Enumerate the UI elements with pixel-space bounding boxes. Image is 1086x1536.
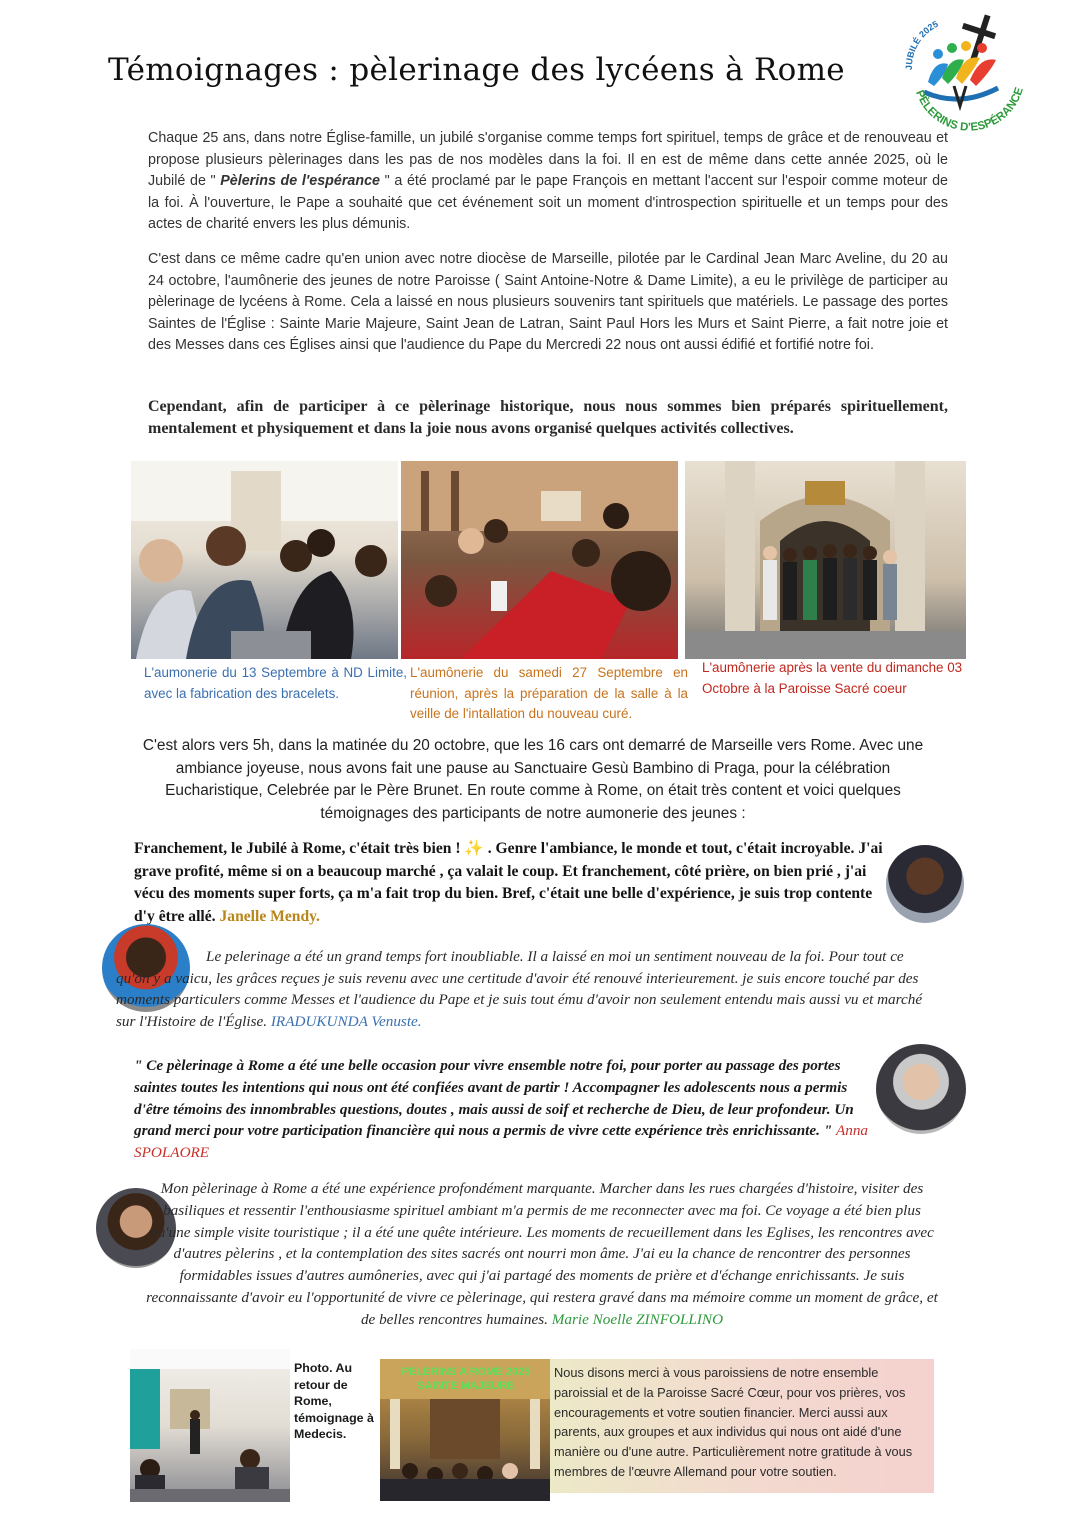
jubilee-logo — [894, 8, 1026, 138]
testimony-author: Janelle Mendy. — [219, 907, 320, 925]
logo-top-text: JUBILÉ 2025 — [903, 18, 940, 71]
basilica-photo-label: PELERINS A ROME 2025 SAINTE MAJEURE — [401, 1366, 531, 1392]
testimony-author: Marie Noelle ZINFOLLINO — [551, 1310, 724, 1328]
avatar-janelle — [886, 845, 964, 923]
testimony-author: IRADUKUNDA Venuste. — [270, 1012, 422, 1030]
logo-bottom-text: PÈLERINS D'ESPÉRANCE — [913, 85, 1026, 134]
testimony-author: Anna SPOLAORE — [134, 1122, 869, 1162]
photo-church — [685, 461, 966, 659]
testimony-marie-noelle: Mon pèlerinage à Rome a été une expérience profondément marquante. Marcher dans les rues chargées d'histoire, visiter des basiliques et ressentir l'enthousiasme spirituel ambiant m'a permis de me reconnecter avec ma foi. Ce voyage a été bien plus qu'une simple visite touristique ; il a été une quête intérieure. Les moments de recueillement dans les Eglises, les rencontres avec d'autres pèlerins , et la contemplation des sites sacrés ont nourri mon âme. J'ai eu la chance de rencontrer des personnes formidables issues d'autres aumôneries, avec qui j'ai partagé des moments de prière et d'échange enrichissants. Je suis reconnaissante d'avoir eu l'opportunité de vivre ce pèlerinage, qui restera gravé dans ma mémoire comme un moment de grâce, et de belles rencontres humaines. Marie Noelle ZINFOLLINO — [146, 1180, 938, 1328]
page-title: Témoignages : pèlerinage des lycéens à Rome — [108, 52, 845, 88]
caption-church: L'aumônerie après la vente du dimanche 03 Octobre à la Paroisse Sacré coeur — [702, 660, 963, 696]
caption-meeting: L'aumônerie du samedi 27 Septembre en réunion, après la préparation de la salle à la veille de l'intallation du nouveau curé. — [410, 665, 688, 721]
photo-meeting — [401, 461, 678, 659]
thanks-box: Nous disons merci à vous paroissiens de notre ensemble paroissial et de la Paroisse Sacré Cœur, pour vos prières, vos encouragements et votre soutien financier. Merci aussi aux parents, aux groupes et aux individus qui nous ont aidé d'une manière ou d'une autre. Particulièrement notre gratitude à vous membres de l'œuvre Allemand pour votre soutien. — [550, 1359, 934, 1493]
intro-paragraph-3: Cependant, afin de participer à ce pèlerinage historique, nous nous sommes bien préparés spirituellement, mentalement et physiquement et dans la joie nous avons organisé quelques activités collectives. — [148, 398, 948, 437]
testimony-janelle: Franchement, le Jubilé à Rome, c'était très bien ! ✨ . Genre l'ambiance, le monde et tout, c'était incroyable. J'ai grave profité, même si on a beaucoup marché , ça valait le coup. Et franchement, côté prière, on bien prié , j'ai vécu des moments super forts, ça m'a fait trop du bien. Bref, c'était une belle d'expérience, je suis trop contente d'y être allé. Janelle Mendy. — [134, 840, 883, 925]
jubilee-name: Pèlerins de l'espérance — [215, 173, 385, 189]
photo-medecis — [130, 1349, 290, 1502]
svg-text:JUBILÉ 2025 — [904, 19, 940, 70]
testimony-venuste: Le pelerinage a été un grand temps fort inoubliable. Il a laissé en moi un sentiment nouveau de la foi. Pour tout ce qu'on y a vaicu, les grâces reçues je suis revenu avec une certitude d'avoir été renouvé interieurement. je suis encore touché par des moments particulers comme Messes et l'audience du Pape et je suis tout ému d'avoir non seulement entendu mais aussi vu et marché sur l'Histoire de l'Église. IRADUKUNDA Venuste. — [116, 948, 923, 1030]
testimony-anna: " Ce pèlerinage à Rome a été une belle occasion pour vivre ensemble notre foi, pour porter au passage des portes saintes toutes les intentions qui nous ont été confiées avant de partir ! Accompagner les adolescents nous a permis d'être témoins des innombrables questions, doutes , mais aussi de soif et recherche de Dieu, de leur profondeur. Un grand merci pour votre participation financière qui nous a permis de vivre cette expérience très enrichissante. " Anna SPOLAORE — [134, 1057, 869, 1162]
caption-bracelets: L'aumonerie du 13 Septembre à ND Limite, avec la fabrication des bracelets. — [144, 665, 407, 701]
avatar-anna — [876, 1044, 966, 1134]
photo-basilica — [380, 1359, 550, 1501]
photo-bracelets — [131, 461, 398, 659]
intro-paragraph-2: C'est dans ce même cadre qu'en union avec notre diocèse de Marseille, pilotée par le Cardinal Jean Marc Aveline, du 20 au 24 octobre, l'aumônerie des jeunes de notre Paroisse ( Saint Antoine-Notre & Dame Limite), a eu le privilège de participer au pèlerinage de lycéens à Rome. Cela a laissé en nous plusieurs souvenirs tant spirituels que matériels. Le passage des portes Saintes de l'Église : Sainte Marie Majeure, Saint Jean de Latran, Saint Paul Hors les Murs et Saint Pierre, a fait notre joie et des Messes dans ces Églises ainsi que l'audience du Pape du Mercredi 22 nous ont aussi édifié et fortifié notre foi. — [148, 251, 948, 353]
narrative-paragraph: C'est alors vers 5h, dans la matinée du 20 octobre, que les 16 cars ont demarré de Marseille vers Rome. Avec une ambiance joyeuse, nous avons fait une pause au Sanctuaire Gesù Bambino di Praga, pour la célébration Eucharistique, Celebrée par le Père Brunet. En route comme à Rome, on était très content et voici quelques témoignages des participants de notre aumonerie des jeunes : — [142, 737, 924, 822]
intro-paragraph-1: Chaque 25 ans, dans notre Église-famille, un jubilé s'organise comme temps fort spirituel, temps de grâce et de renouveau et propose plusieurs pèlerinages dans les pas de nos modèles dans la foi. Il en est de même dans cette année 2025, où le Jubilé de " Pèlerins de l'espérance " a été proclamé par le pape François en mettant l'accent sur l'espoir comme moteur de la foi. À l'ouverture, le Pape a souhaité que cet événement soit un moment d'introspection spirituelle et un temps pour des actes de charité envers les plus démunis. — [148, 130, 948, 232]
photo-note: Photo. Au retour de Rome, témoignage à Medecis. — [294, 1361, 374, 1441]
